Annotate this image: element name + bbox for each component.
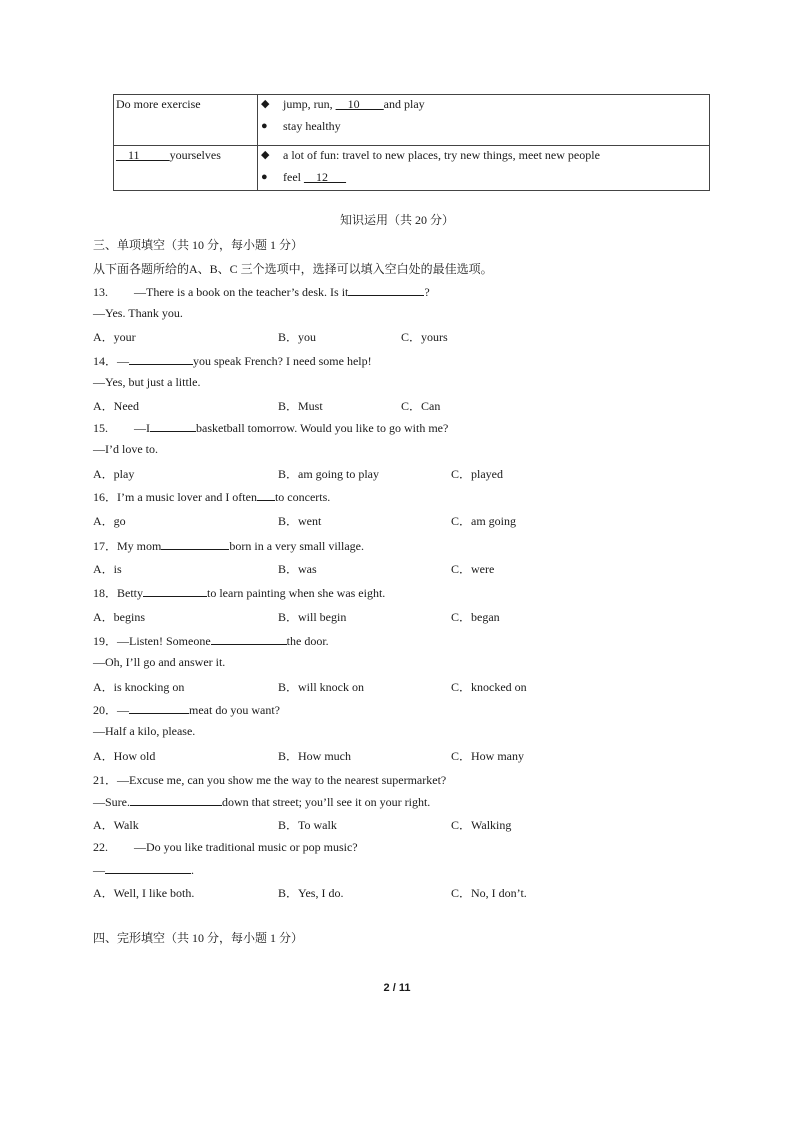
option-c[interactable]: C．Walking xyxy=(451,818,512,832)
option-a[interactable]: A．How old xyxy=(93,749,156,763)
option-a[interactable]: A．begins xyxy=(93,610,145,624)
question-text: —I xyxy=(134,421,150,435)
reply-19: —Oh, I’ll go and answer it. xyxy=(93,655,226,669)
answer-blank xyxy=(348,284,424,296)
diamond-bullet-icon: ◆ xyxy=(261,98,270,110)
bullet-post: and play xyxy=(383,97,425,111)
dot-bullet-icon: ● xyxy=(261,120,268,132)
bullet-text xyxy=(283,117,341,135)
question-number: 14．— xyxy=(93,354,130,368)
diamond-bullet-icon: ◆ xyxy=(261,149,270,161)
question-text: I’m a music lover and I often xyxy=(117,490,257,504)
question-text-post: meat do you want? xyxy=(189,703,280,717)
question-text-post: to learn painting when she was eight. xyxy=(207,586,386,600)
bullet-line xyxy=(258,117,709,139)
question-text-post: born in a very small village. xyxy=(229,539,364,553)
question-number: 22. xyxy=(93,840,108,854)
question-22 xyxy=(93,840,358,855)
bullet-text: a lot of fun: travel to new places, try new things, meet new people xyxy=(283,148,600,162)
section-title: 知识运用（共 20 分） xyxy=(339,213,454,227)
bullet-pre: feel xyxy=(283,170,304,184)
option-b[interactable]: B．To walk xyxy=(278,818,337,832)
option-a[interactable]: A．Walk xyxy=(93,818,139,832)
reply-text-post: down that street; you’ll see it on your right. xyxy=(222,795,431,809)
question-21 xyxy=(93,771,446,788)
option-a[interactable]: A．is xyxy=(93,562,122,576)
option-a[interactable]: A．go xyxy=(93,514,126,528)
question-19 xyxy=(93,632,329,649)
option-b[interactable]: B．Yes, I do. xyxy=(278,886,344,900)
bullet-line xyxy=(258,168,709,190)
question-number: 17． xyxy=(93,539,118,553)
option-c[interactable]: C．How many xyxy=(451,749,524,763)
option-c[interactable]: C．were xyxy=(451,562,495,576)
option-b[interactable]: B．you xyxy=(278,330,317,344)
option-b[interactable]: B．will knock on xyxy=(278,680,364,694)
reply-21 xyxy=(93,794,430,810)
answer-blank xyxy=(150,420,196,432)
summary-table xyxy=(113,94,710,191)
question-18 xyxy=(93,584,385,601)
option-b[interactable]: B．am going to play xyxy=(278,467,379,481)
question-number: 16． xyxy=(93,490,118,504)
question-16 xyxy=(93,488,330,505)
page-number: 2 / 11 xyxy=(383,982,411,994)
answer-blank xyxy=(105,862,191,874)
option-a[interactable]: A．Well, I like both. xyxy=(93,886,195,900)
answer-blank xyxy=(257,489,275,501)
bullet-text xyxy=(283,95,425,113)
option-c[interactable]: C．Can xyxy=(401,399,441,413)
question-text: —Excuse me, can you show me the way to the nearest supermarket? xyxy=(117,773,447,787)
reply-20: —Half a kilo, please. xyxy=(93,724,196,738)
option-a[interactable]: A．your xyxy=(93,330,136,344)
table-cell-right xyxy=(258,146,710,191)
blank-11: __11_____ xyxy=(116,148,170,162)
bullet-pre: jump, run, xyxy=(283,97,336,111)
question-number: 21． xyxy=(93,773,118,787)
question-text-post: the door. xyxy=(286,634,329,648)
question-number: 20．— xyxy=(93,703,130,717)
cell-text: Do more exercise xyxy=(116,97,201,111)
reply-text: —Sure. xyxy=(93,795,130,809)
option-c[interactable]: C．yours xyxy=(401,330,448,344)
reply-text-post: . xyxy=(191,863,194,877)
option-b[interactable]: B．will begin xyxy=(278,610,347,624)
bullet-text xyxy=(283,168,346,186)
part4-heading: 四、完形填空（共 10 分，每小题 1 分） xyxy=(93,931,304,945)
question-text-post: to concerts. xyxy=(274,490,331,504)
table-row xyxy=(114,95,710,146)
option-a[interactable]: A．Need xyxy=(93,399,139,413)
answer-blank xyxy=(161,538,229,550)
question-number: 19． xyxy=(93,634,118,648)
reply-15: —I’d love to. xyxy=(93,442,158,456)
bullet-line xyxy=(258,146,709,168)
question-15 xyxy=(93,420,448,436)
option-a[interactable]: A．play xyxy=(93,467,135,481)
option-c[interactable]: C．knocked on xyxy=(451,680,527,694)
question-number: 15. xyxy=(93,421,108,435)
blank-10: __10____ xyxy=(335,97,384,111)
question-text-post: you speak French? I need some help! xyxy=(193,354,372,368)
option-b[interactable]: B．was xyxy=(278,562,317,576)
option-c[interactable]: C．am going xyxy=(451,514,516,528)
table-cell-left xyxy=(114,95,258,146)
option-c[interactable]: C．No, I don’t. xyxy=(451,886,527,900)
dot-bullet-icon: ● xyxy=(261,171,268,183)
answer-blank xyxy=(143,585,207,597)
option-c[interactable]: C．played xyxy=(451,467,503,481)
answer-blank xyxy=(130,794,222,806)
reply-13: —Yes. Thank you. xyxy=(93,306,183,320)
reply-22 xyxy=(93,862,194,878)
question-text: Betty xyxy=(117,586,144,600)
part3-instruction: 从下面各题所给的A、B、C 三个选项中，选择可以填入空白处的最佳选项。 xyxy=(93,262,493,276)
answer-blank xyxy=(211,633,287,645)
option-b[interactable]: B．How much xyxy=(278,749,351,763)
question-number: 18． xyxy=(93,586,118,600)
answer-blank xyxy=(129,702,189,714)
cell-text: yourselves xyxy=(169,148,221,162)
option-b[interactable]: B．went xyxy=(278,514,322,528)
part3-heading: 三、单项填空（共 10 分，每小题 1 分） xyxy=(93,238,304,252)
question-text: —There is a book on the teacher’s desk. Is it xyxy=(134,285,349,299)
question-number: 13. xyxy=(93,285,108,299)
answer-blank xyxy=(129,353,193,365)
question-text: —Listen! Someone xyxy=(117,634,211,648)
reply-text: — xyxy=(93,863,105,877)
option-a[interactable]: A．is knocking on xyxy=(93,680,185,694)
table-row xyxy=(114,146,710,191)
blank-12: __12___ xyxy=(303,170,346,184)
option-c[interactable]: C．began xyxy=(451,610,500,624)
question-14 xyxy=(93,352,372,369)
question-20 xyxy=(93,701,280,718)
question-17 xyxy=(93,537,364,554)
question-text: —Do you like traditional music or pop music? xyxy=(134,840,358,854)
question-text: My mom xyxy=(117,539,162,553)
bullet-pre: stay healthy xyxy=(283,119,341,133)
table-cell-right xyxy=(258,95,710,146)
table-cell-left xyxy=(114,146,258,191)
question-text-post: ? xyxy=(424,285,430,299)
question-text-post: basketball tomorrow. Would you like to go with me? xyxy=(196,421,449,435)
bullet-line xyxy=(258,95,709,117)
reply-14: —Yes, but just a little. xyxy=(93,375,201,389)
option-b[interactable]: B．Must xyxy=(278,399,323,413)
question-13 xyxy=(93,284,430,300)
